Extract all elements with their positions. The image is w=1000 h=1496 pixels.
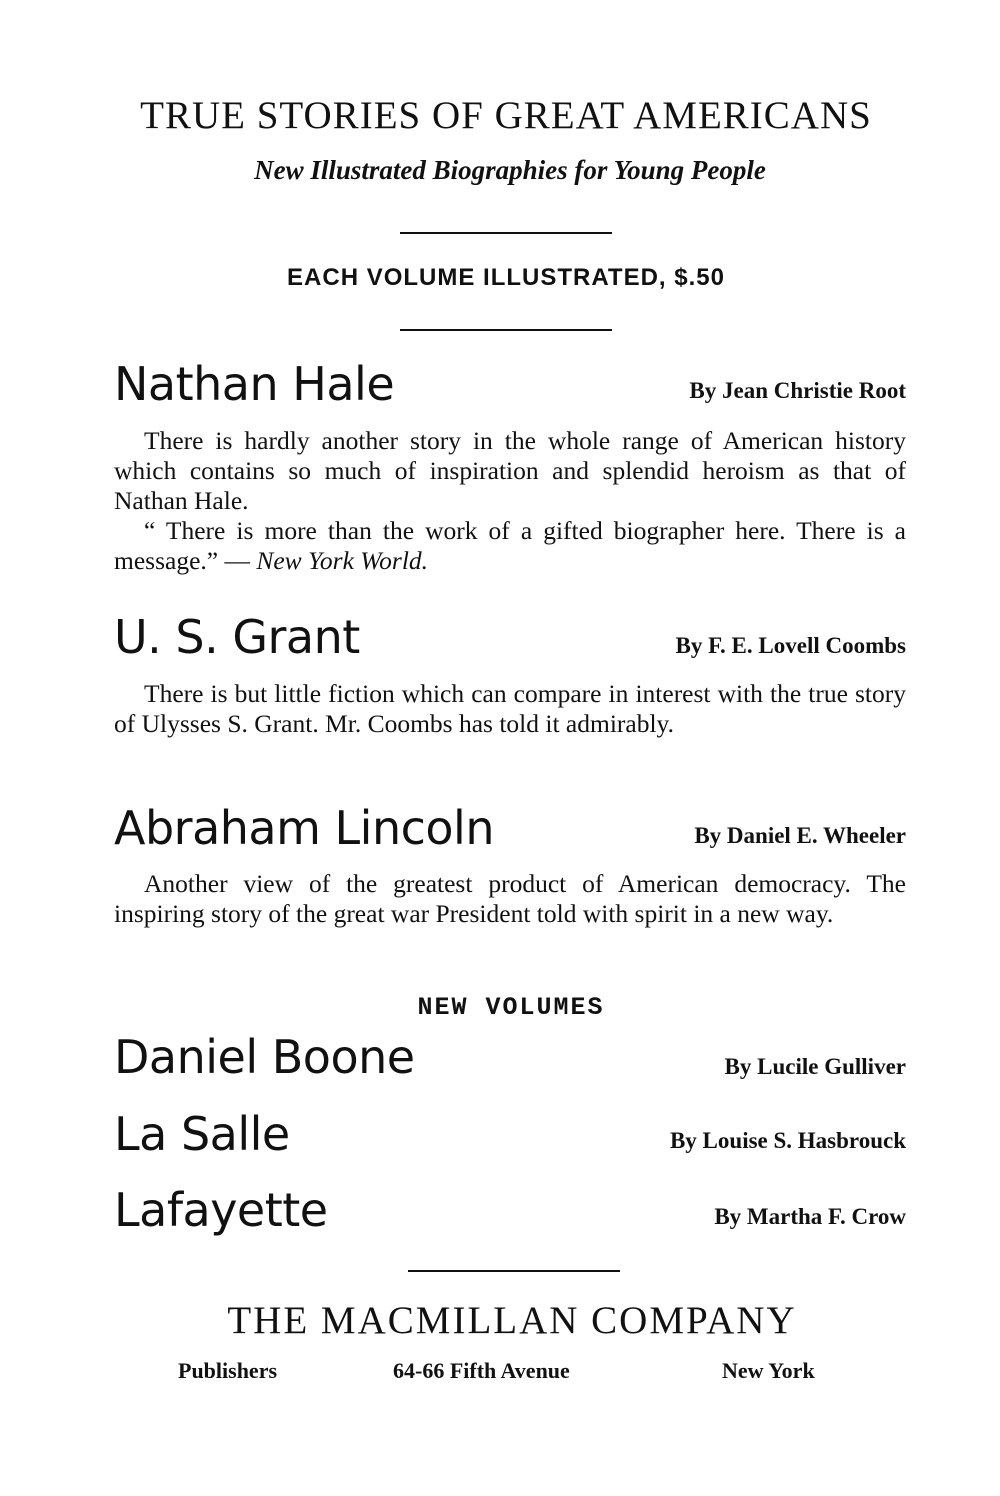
book-title-nathan-hale: Nathan Hale (114, 357, 395, 411)
publisher-name: THE MACMILLAN COMPANY (227, 1299, 797, 1342)
review-quote-source: New York World. (256, 546, 429, 575)
divider-rule (400, 329, 612, 331)
new-volume-author-daniel-boone: By Lucile Gulliver (724, 1054, 906, 1079)
series-title: TRUE STORIES OF GREAT AMERICANS (140, 94, 872, 137)
divider-rule (408, 1270, 620, 1272)
publisher-role: Publishers (178, 1358, 278, 1383)
book-title-us-grant: U. S. Grant (114, 610, 360, 664)
book-description-us-grant (114, 679, 906, 739)
book-author-us-grant: By F. E. Lovell Coombs (675, 633, 906, 658)
book-description-abraham-lincoln (114, 869, 906, 929)
book-description-nathan-hale (114, 426, 906, 576)
publisher-address: 64-66 Fifth Avenue (393, 1358, 570, 1383)
book-author-abraham-lincoln: By Daniel E. Wheeler (694, 823, 906, 848)
review-quote-text: “ There is more than the work of a gifted biographer here. There is a message.” — (114, 516, 906, 575)
new-volume-title-daniel-boone: Daniel Boone (114, 1030, 415, 1084)
book-description-text: There is but little fiction which can compare in interest with the true story of Ulysses S. Grant. Mr. Coombs has told it admirably. (114, 679, 906, 738)
book-description-text: Another view of the greatest product of American democracy. The inspiring story of the great war President told with spirit in a new way. (114, 869, 906, 928)
book-author-nathan-hale: By Jean Christie Root (689, 378, 906, 403)
book-title-abraham-lincoln: Abraham Lincoln (114, 801, 494, 855)
series-subtitle: New Illustrated Biographies for Young People (254, 155, 766, 185)
new-volume-author-la-salle: By Louise S. Hasbrouck (669, 1128, 906, 1153)
new-volumes-heading: NEW VOLUMES (417, 993, 605, 1022)
book-review-quote (114, 516, 906, 576)
new-volume-title-lafayette: Lafayette (114, 1183, 328, 1237)
price-line: EACH VOLUME ILLUSTRATED, $.50 (287, 264, 725, 291)
new-volume-title-la-salle: La Salle (114, 1107, 290, 1161)
book-description-text: There is hardly another story in the whole range of American history which contains so much of inspiration and splendid heroism as that of Nathan Hale. (114, 426, 906, 515)
publisher-city: New York (722, 1358, 815, 1383)
divider-rule (400, 232, 612, 234)
new-volume-author-lafayette: By Martha F. Crow (714, 1204, 906, 1229)
